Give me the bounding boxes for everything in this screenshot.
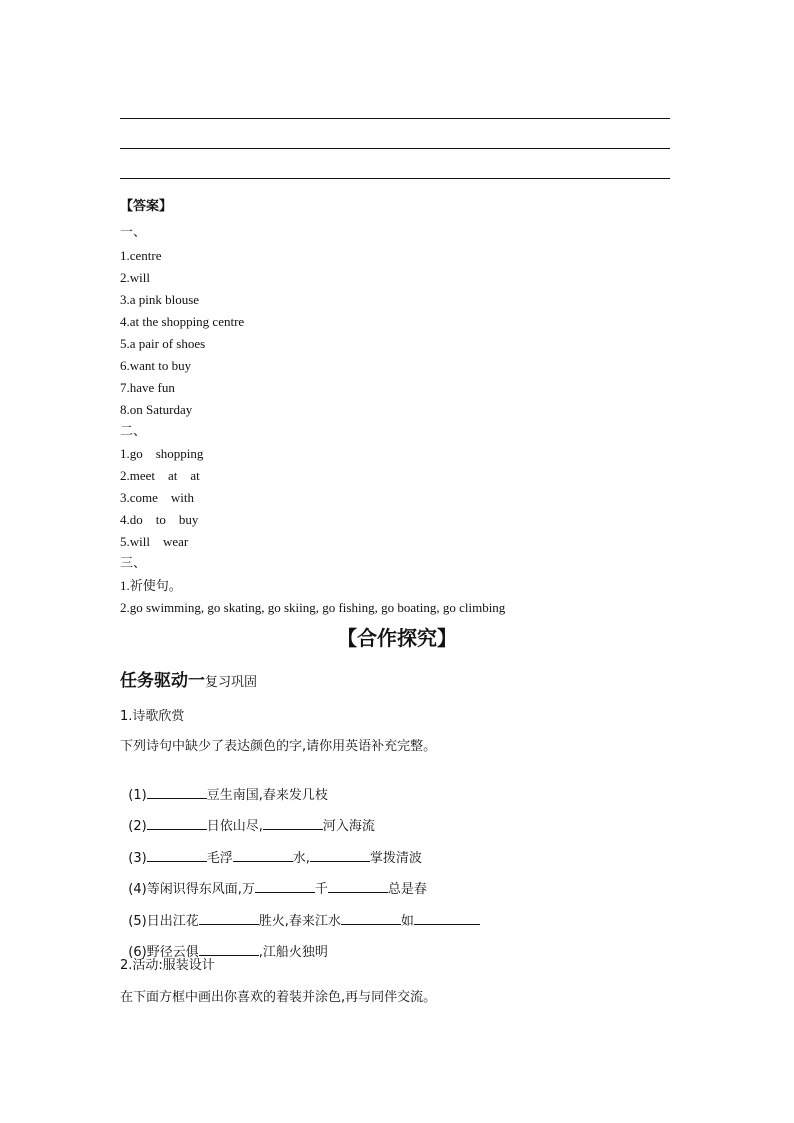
answer-blank[interactable]: [255, 880, 315, 893]
poem-text: 掌拨清波: [369, 851, 422, 866]
answer-blank[interactable]: [199, 912, 259, 925]
poem-line-6: [120, 927, 328, 961]
part3-heading: 三、: [120, 556, 147, 571]
activity1-instruction: 下列诗句中缺少了表达颜色的字,请你用英语补充完整。: [120, 739, 437, 754]
part2-heading: 二、: [120, 424, 147, 439]
activity1-title: 1.诗歌欣赏: [120, 709, 185, 724]
poem-text: 水,: [292, 851, 310, 866]
answer-item: 6.want to buy: [120, 358, 192, 373]
writing-line-2: [120, 148, 670, 149]
answer-blank[interactable]: [199, 943, 259, 956]
answer-item: 4.at the shopping centre: [120, 314, 245, 329]
poem-text: 毛浮: [206, 851, 233, 866]
answer-blank[interactable]: [147, 817, 207, 830]
poem-text: 胜火,春来江水: [258, 914, 341, 929]
task-main-title: 任务驱动一: [120, 671, 205, 691]
poem-number: (6): [128, 945, 147, 960]
poem-text: 等闲识得东风面,万: [146, 882, 255, 897]
answer-blank[interactable]: [328, 880, 388, 893]
answer-item: 4.do to buy: [120, 512, 199, 527]
answer-blank[interactable]: [310, 849, 370, 862]
task-heading: [120, 670, 257, 694]
section-title: 【合作探究】: [337, 626, 457, 650]
poem-text: 总是春: [387, 882, 427, 897]
poem-line-4: [120, 864, 427, 898]
poem-text: 日出江花: [146, 914, 199, 929]
poem-text: ,江船火独明: [258, 945, 328, 960]
answer-header: 【答案】: [120, 199, 173, 214]
poem-text: 如: [400, 914, 414, 929]
poem-text: 日依山尽,: [206, 819, 263, 834]
answer-item: 3.come with: [120, 490, 195, 505]
answer-blank[interactable]: [414, 912, 480, 925]
writing-line-3: [120, 178, 670, 179]
poem-number: (5): [128, 914, 147, 929]
answer-item: 2.will: [120, 270, 150, 285]
answer-item: 1.祈使句。: [120, 578, 182, 593]
answer-item: 3.a pink blouse: [120, 292, 200, 307]
answer-item: 8.on Saturday: [120, 402, 193, 417]
poem-text: 野径云俱: [146, 945, 199, 960]
poem-number: (2): [128, 819, 147, 834]
answer-item: 2.go swimming, go skating, go skiing, go fishing, go boating, go climbing: [120, 600, 506, 615]
answer-blank[interactable]: [341, 912, 401, 925]
poem-number: (3): [128, 851, 147, 866]
poem-line-5: [120, 896, 480, 930]
answer-blank[interactable]: [263, 817, 323, 830]
task-subtitle: 复习巩固: [205, 675, 258, 690]
answer-blank[interactable]: [147, 786, 207, 799]
answer-item: 5.a pair of shoes: [120, 336, 206, 351]
poem-line-3: [120, 833, 422, 867]
activity2-instruction: 在下面方框中画出你喜欢的着装并涂色,再与同伴交流。: [120, 990, 437, 1005]
answer-item: 7.have fun: [120, 380, 175, 395]
poem-line-1: [120, 770, 328, 804]
answer-item: 5.will wear: [120, 534, 189, 549]
answer-item: 2.meet at at: [120, 468, 200, 483]
poem-text: 河入海流: [322, 819, 375, 834]
answer-item: 1.centre: [120, 248, 162, 263]
writing-line-1: [120, 118, 670, 119]
answer-blank[interactable]: [233, 849, 293, 862]
poem-line-2: [120, 801, 375, 835]
part1-heading: 一、: [120, 225, 147, 240]
answer-blank[interactable]: [147, 849, 207, 862]
poem-number: (4): [128, 882, 147, 897]
poem-number: (1): [128, 788, 147, 803]
poem-text: 豆生南国,春来发几枝: [206, 788, 328, 803]
answer-item: 1.go shopping: [120, 446, 204, 461]
activity2-title: 2.活动:服装设计: [120, 958, 215, 973]
poem-text: 千: [314, 882, 328, 897]
